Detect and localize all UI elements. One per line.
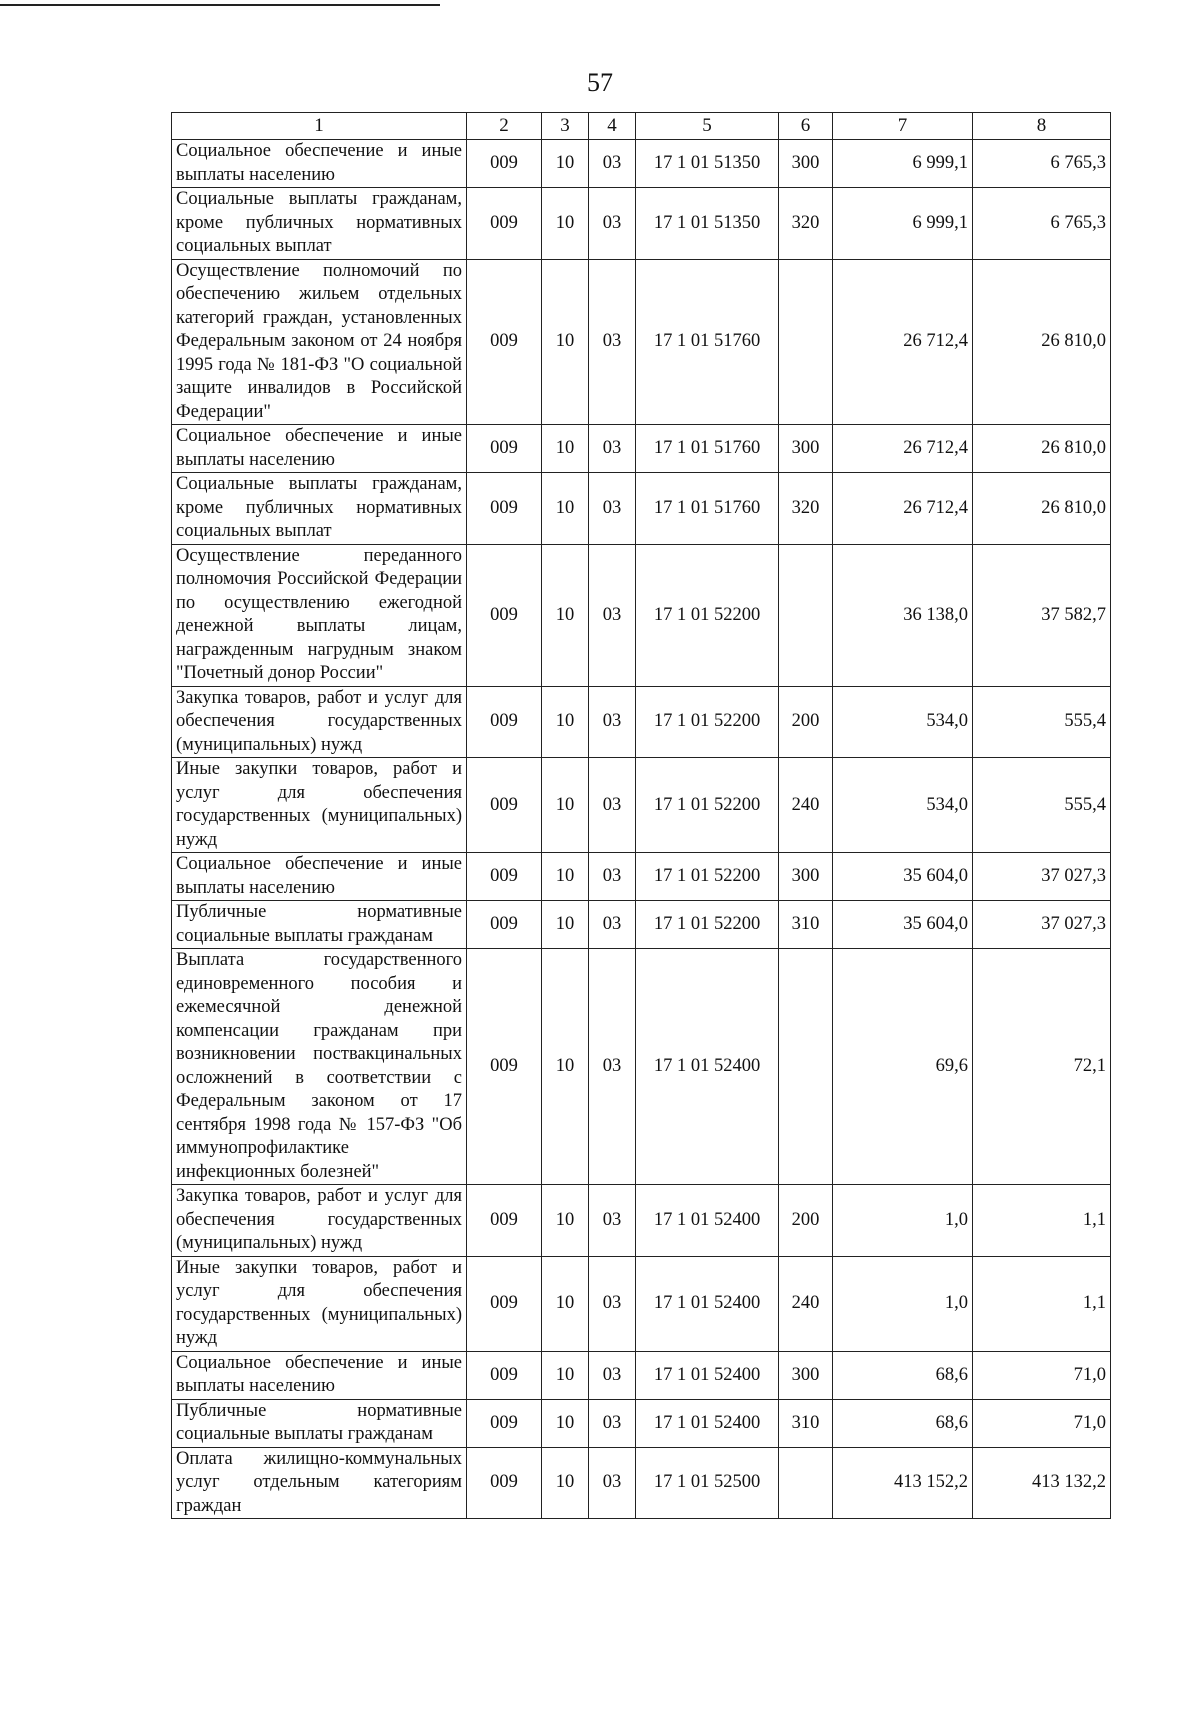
- row-name-cell: Иные закупки товаров, работ и услуг для обеспечения государственных (муниципальных) нужд: [172, 758, 467, 853]
- cell-expense-type: 300: [779, 853, 833, 901]
- cell-section: 10: [542, 259, 589, 425]
- cell-target-article: 17 1 01 52400: [636, 1351, 779, 1399]
- column-header: 8: [973, 113, 1111, 140]
- cell-code: 009: [467, 901, 542, 949]
- row-name-cell: Осуществление полномочий по обеспечению жильем отдельных категорий граждан, установленных Федеральным законом от 24 ноября 1995 года № 181-ФЗ "О социальной защите инвалидов в Российской Федерации": [172, 259, 467, 425]
- cell-amount-year1: 534,0: [833, 686, 973, 758]
- cell-subsection: 03: [589, 188, 636, 260]
- cell-expense-type: 300: [779, 1351, 833, 1399]
- cell-amount-year1: 6 999,1: [833, 140, 973, 188]
- table-row: [172, 544, 1111, 686]
- table-row: [172, 1447, 1111, 1519]
- cell-expense-type: 200: [779, 1185, 833, 1257]
- row-name-cell: Выплата государственного единовременного пособия и ежемесячной денежной компенсации гражданам при возникновении поствакцинальных осложнений в соответствии с Федеральным законом от 17 сентября 1998 года № 157-ФЗ "Об иммунопрофилактике инфекционных болезней": [172, 949, 467, 1185]
- cell-expense-type: 200: [779, 686, 833, 758]
- table-row: [172, 758, 1111, 853]
- row-name-cell: Социальное обеспечение и иные выплаты населению: [172, 1351, 467, 1399]
- cell-code: 009: [467, 1256, 542, 1351]
- cell-section: 10: [542, 1351, 589, 1399]
- cell-amount-year2: 37 582,7: [973, 544, 1111, 686]
- cell-amount-year2: 6 765,3: [973, 188, 1111, 260]
- column-header: 2: [467, 113, 542, 140]
- cell-code: 009: [467, 473, 542, 545]
- cell-section: 10: [542, 758, 589, 853]
- cell-amount-year1: 68,6: [833, 1399, 973, 1447]
- cell-amount-year2: 6 765,3: [973, 140, 1111, 188]
- cell-target-article: 17 1 01 51760: [636, 425, 779, 473]
- cell-expense-type: [779, 544, 833, 686]
- row-name-cell: Закупка товаров, работ и услуг для обеспечения государственных (муниципальных) нужд: [172, 1185, 467, 1257]
- cell-expense-type: 240: [779, 758, 833, 853]
- cell-amount-year1: 534,0: [833, 758, 973, 853]
- cell-expense-type: 300: [779, 425, 833, 473]
- cell-section: 10: [542, 1447, 589, 1519]
- table-row: [172, 1256, 1111, 1351]
- cell-section: 10: [542, 1399, 589, 1447]
- row-name-cell: Публичные нормативные социальные выплаты гражданам: [172, 901, 467, 949]
- cell-expense-type: [779, 949, 833, 1185]
- cell-amount-year2: 555,4: [973, 758, 1111, 853]
- row-name-cell: Социальные выплаты гражданам, кроме публичных нормативных социальных выплат: [172, 473, 467, 545]
- cell-target-article: 17 1 01 52400: [636, 949, 779, 1185]
- cell-expense-type: 240: [779, 1256, 833, 1351]
- cell-target-article: 17 1 01 51350: [636, 188, 779, 260]
- cell-code: 009: [467, 140, 542, 188]
- cell-amount-year2: 72,1: [973, 949, 1111, 1185]
- cell-section: 10: [542, 949, 589, 1185]
- column-header: 1: [172, 113, 467, 140]
- top-rule: [0, 4, 440, 6]
- cell-expense-type: [779, 259, 833, 425]
- row-name-cell: Социальное обеспечение и иные выплаты населению: [172, 425, 467, 473]
- cell-code: 009: [467, 686, 542, 758]
- cell-amount-year1: 1,0: [833, 1185, 973, 1257]
- cell-expense-type: 320: [779, 473, 833, 545]
- cell-amount-year2: 37 027,3: [973, 901, 1111, 949]
- cell-subsection: 03: [589, 949, 636, 1185]
- cell-subsection: 03: [589, 1399, 636, 1447]
- cell-amount-year2: 71,0: [973, 1351, 1111, 1399]
- column-header: 6: [779, 113, 833, 140]
- cell-section: 10: [542, 425, 589, 473]
- cell-amount-year2: 26 810,0: [973, 259, 1111, 425]
- table-row: [172, 949, 1111, 1185]
- cell-subsection: 03: [589, 686, 636, 758]
- cell-expense-type: 310: [779, 1399, 833, 1447]
- cell-subsection: 03: [589, 1256, 636, 1351]
- cell-amount-year1: 6 999,1: [833, 188, 973, 260]
- table-body: [172, 140, 1111, 1519]
- table-row: [172, 901, 1111, 949]
- cell-code: 009: [467, 853, 542, 901]
- row-name-cell: Закупка товаров, работ и услуг для обеспечения государственных (муниципальных) нужд: [172, 686, 467, 758]
- cell-target-article: 17 1 01 52400: [636, 1185, 779, 1257]
- cell-section: 10: [542, 188, 589, 260]
- cell-subsection: 03: [589, 259, 636, 425]
- cell-section: 10: [542, 544, 589, 686]
- cell-section: 10: [542, 1185, 589, 1257]
- row-name-cell: Публичные нормативные социальные выплаты гражданам: [172, 1399, 467, 1447]
- table-row: [172, 188, 1111, 260]
- row-name-cell: Оплата жилищно-коммунальных услуг отдельным категориям граждан: [172, 1447, 467, 1519]
- row-name-cell: Осуществление переданного полномочия Российской Федерации по осуществлению ежегодной денежной выплаты лицам, награжденным нагрудным знаком "Почетный донор России": [172, 544, 467, 686]
- cell-code: 009: [467, 425, 542, 473]
- cell-amount-year2: 37 027,3: [973, 853, 1111, 901]
- cell-amount-year2: 1,1: [973, 1256, 1111, 1351]
- cell-code: 009: [467, 1447, 542, 1519]
- cell-subsection: 03: [589, 758, 636, 853]
- cell-code: 009: [467, 544, 542, 686]
- column-header: 7: [833, 113, 973, 140]
- cell-amount-year1: 26 712,4: [833, 473, 973, 545]
- cell-amount-year1: 35 604,0: [833, 853, 973, 901]
- cell-amount-year1: 26 712,4: [833, 259, 973, 425]
- cell-subsection: 03: [589, 425, 636, 473]
- cell-target-article: 17 1 01 52200: [636, 758, 779, 853]
- cell-target-article: 17 1 01 51350: [636, 140, 779, 188]
- cell-target-article: 17 1 01 52200: [636, 901, 779, 949]
- cell-target-article: 17 1 01 52200: [636, 853, 779, 901]
- cell-amount-year2: 26 810,0: [973, 425, 1111, 473]
- cell-subsection: 03: [589, 544, 636, 686]
- cell-subsection: 03: [589, 853, 636, 901]
- cell-target-article: 17 1 01 52500: [636, 1447, 779, 1519]
- cell-amount-year1: 35 604,0: [833, 901, 973, 949]
- cell-amount-year2: 26 810,0: [973, 473, 1111, 545]
- cell-section: 10: [542, 473, 589, 545]
- cell-section: 10: [542, 1256, 589, 1351]
- cell-expense-type: 300: [779, 140, 833, 188]
- cell-target-article: 17 1 01 52200: [636, 544, 779, 686]
- cell-amount-year2: 1,1: [973, 1185, 1111, 1257]
- row-name-cell: Социальные выплаты гражданам, кроме публичных нормативных социальных выплат: [172, 188, 467, 260]
- table-row: [172, 853, 1111, 901]
- cell-section: 10: [542, 901, 589, 949]
- cell-amount-year1: 1,0: [833, 1256, 973, 1351]
- cell-code: 009: [467, 1399, 542, 1447]
- cell-amount-year2: 413 132,2: [973, 1447, 1111, 1519]
- column-header: 4: [589, 113, 636, 140]
- cell-subsection: 03: [589, 140, 636, 188]
- page-number: 57: [587, 68, 613, 97]
- table-row: [172, 259, 1111, 425]
- header-row: [172, 113, 1111, 140]
- cell-amount-year1: 69,6: [833, 949, 973, 1185]
- cell-target-article: 17 1 01 52400: [636, 1256, 779, 1351]
- row-name-cell: Социальное обеспечение и иные выплаты населению: [172, 140, 467, 188]
- cell-amount-year1: 26 712,4: [833, 425, 973, 473]
- cell-section: 10: [542, 140, 589, 188]
- cell-amount-year2: 555,4: [973, 686, 1111, 758]
- cell-subsection: 03: [589, 1447, 636, 1519]
- cell-expense-type: 320: [779, 188, 833, 260]
- row-name-cell: Социальное обеспечение и иные выплаты населению: [172, 853, 467, 901]
- row-name-cell: Иные закупки товаров, работ и услуг для обеспечения государственных (муниципальных) нужд: [172, 1256, 467, 1351]
- table-row: [172, 1399, 1111, 1447]
- table-row: [172, 473, 1111, 545]
- cell-code: 009: [467, 259, 542, 425]
- cell-subsection: 03: [589, 473, 636, 545]
- cell-code: 009: [467, 758, 542, 853]
- cell-code: 009: [467, 1185, 542, 1257]
- cell-code: 009: [467, 188, 542, 260]
- column-header: 3: [542, 113, 589, 140]
- cell-amount-year2: 71,0: [973, 1399, 1111, 1447]
- cell-subsection: 03: [589, 1351, 636, 1399]
- cell-target-article: 17 1 01 51760: [636, 259, 779, 425]
- cell-amount-year1: 68,6: [833, 1351, 973, 1399]
- cell-target-article: 17 1 01 52200: [636, 686, 779, 758]
- cell-subsection: 03: [589, 1185, 636, 1257]
- cell-expense-type: [779, 1447, 833, 1519]
- table-row: [172, 1185, 1111, 1257]
- cell-target-article: 17 1 01 52400: [636, 1399, 779, 1447]
- budget-table: [171, 112, 1111, 1519]
- cell-amount-year1: 36 138,0: [833, 544, 973, 686]
- cell-expense-type: 310: [779, 901, 833, 949]
- table-row: [172, 425, 1111, 473]
- cell-code: 009: [467, 1351, 542, 1399]
- cell-amount-year1: 413 152,2: [833, 1447, 973, 1519]
- cell-code: 009: [467, 949, 542, 1185]
- table-row: [172, 140, 1111, 188]
- cell-target-article: 17 1 01 51760: [636, 473, 779, 545]
- table-row: [172, 686, 1111, 758]
- cell-section: 10: [542, 686, 589, 758]
- cell-section: 10: [542, 853, 589, 901]
- cell-subsection: 03: [589, 901, 636, 949]
- column-header: 5: [636, 113, 779, 140]
- table-row: [172, 1351, 1111, 1399]
